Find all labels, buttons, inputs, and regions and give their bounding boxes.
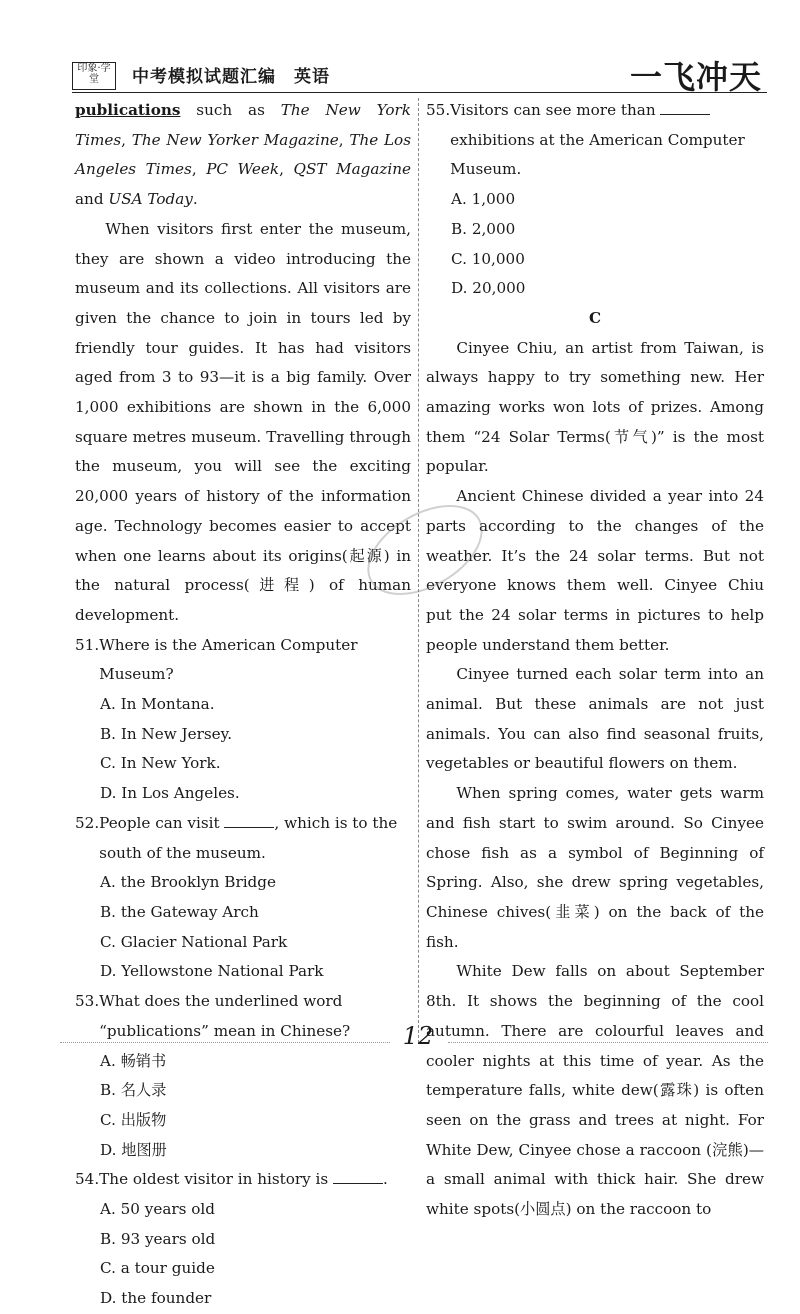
passage-b-continuation: publications such as The New York Times, The New Yorker Magazine, The Los Angeles Times, PC Week, QST Magazine and USA Today. bbox=[75, 101, 412, 209]
passage-paragraph: When spring comes, water gets warm and fish start to swim around. So Cinyee chose fish as a symbol of Beginning of Spring. Also, she drew spring vegetables, Chinese chives(韭菜) on the back of the fish. bbox=[426, 784, 764, 951]
option-c: C. In New York. bbox=[100, 754, 221, 773]
page-header bbox=[0, 0, 800, 100]
option-b: B. 2,000 bbox=[451, 219, 516, 238]
underlined-word: publications bbox=[75, 101, 181, 119]
question-text-cont: exhibitions at the American Computer Museum. bbox=[450, 130, 745, 179]
question-54 bbox=[75, 1165, 411, 1314]
option-d: D. In Los Angeles. bbox=[100, 784, 240, 803]
option-c: C. Glacier National Park bbox=[100, 932, 288, 951]
publisher-logo: 印象·学堂 bbox=[72, 62, 116, 90]
answer-blank bbox=[224, 813, 274, 828]
question-52 bbox=[75, 809, 411, 987]
option-d: D. the founder bbox=[100, 1289, 212, 1308]
question-number: 55. bbox=[426, 101, 451, 119]
question-number: 54. bbox=[75, 1170, 100, 1189]
option-c: C. 10,000 bbox=[451, 249, 525, 268]
option-d: D. 地图册 bbox=[100, 1140, 167, 1159]
passage-paragraph: White Dew falls on about September 8th. It shows the beginning of the cool autumn. There are colourful leaves and cooler nights at this time of year. As the temperature falls, white dew(露珠) is often seen on the grass and trees at night. For White Dew, Cinyee chose a raccoon (浣熊)—a small animal with thick hair. She drew white spots(小圆点) on the raccoon to bbox=[426, 962, 764, 1219]
question-number: 51. bbox=[75, 635, 100, 654]
option-a: A. In Montana. bbox=[100, 695, 215, 714]
question-text-cont: . bbox=[383, 1170, 388, 1189]
passage-paragraph: Cinyee turned each solar term into an animal. But these animals are not just animals. You can also find seasonal fruits, vegetables or beautiful flowers on them. bbox=[426, 665, 764, 773]
passage-paragraph: Ancient Chinese divided a year into 24 parts according to the changes of the weather. It’s the 24 solar terms. But not everyone knows them well. Cinyee Chiu put the 24 solar terms in pictures to help people understand them better. bbox=[426, 487, 764, 654]
question-number: 53. bbox=[75, 992, 100, 1011]
question-number: 52. bbox=[75, 813, 100, 832]
passage-paragraph: Cinyee Chiu, an artist from Taiwan, is always happy to try something new. Her amazing works won lots of prizes. Among them “24 Solar Terms(节气)” is the most popular. bbox=[426, 338, 764, 476]
footer-rule bbox=[60, 1042, 390, 1043]
option-b: B. 名人录 bbox=[100, 1081, 167, 1100]
option-c: C. 出版物 bbox=[100, 1110, 167, 1129]
option-c: C. a tour guide bbox=[100, 1259, 215, 1278]
footer-rule bbox=[448, 1042, 768, 1043]
option-a: A. 1,000 bbox=[451, 190, 516, 209]
passage-paragraph: When visitors first enter the museum, they are shown a video introducing the museum and its collections. All visitors are given the chance to join in tours led by friendly tour guides. It has had visitors aged from 3 to 93—it is a big family. Over 1,000 exhibitions are shown in the 6,000 square metres museum. Travelling through the museum, you will see the exciting 20,000 years of history of the information age. Technology becomes easier to accept when one learns about its origins(起源) in the natural process(进程) of human development. bbox=[75, 219, 411, 624]
header-rule bbox=[72, 92, 767, 93]
answer-blank bbox=[333, 1169, 383, 1184]
series-title: 中考模拟试题汇编 英语 bbox=[132, 67, 330, 87]
answer-blank bbox=[660, 100, 710, 115]
page-number: 12 bbox=[402, 1022, 434, 1050]
column-divider bbox=[418, 98, 419, 1043]
question-51 bbox=[75, 631, 411, 809]
brand-title: 一飞冲天 bbox=[629, 58, 762, 96]
option-b: B. In New Jersey. bbox=[100, 724, 233, 743]
option-a: A. 畅销书 bbox=[100, 1051, 167, 1070]
question-text: People can visit bbox=[99, 813, 225, 832]
option-b: B. 93 years old bbox=[100, 1229, 216, 1248]
option-a: A. the Brooklyn Bridge bbox=[100, 873, 276, 892]
option-d: D. Yellowstone National Park bbox=[100, 962, 324, 981]
left-column bbox=[75, 96, 411, 1314]
question-53 bbox=[75, 987, 411, 1165]
question-55 bbox=[426, 96, 764, 304]
question-text: Visitors can see more than bbox=[450, 101, 661, 119]
option-a: A. 50 years old bbox=[100, 1200, 216, 1219]
option-d: D. 20,000 bbox=[451, 279, 526, 298]
question-text-cont: , which is to the south of the museum. bbox=[99, 813, 398, 862]
question-text: The oldest visitor in history is bbox=[99, 1170, 334, 1189]
question-text: Where is the American Computer Museum? bbox=[99, 635, 358, 684]
option-b: B. the Gateway Arch bbox=[100, 902, 259, 921]
question-text: What does the underlined word “publications” mean in Chinese? bbox=[99, 992, 351, 1040]
section-heading: C bbox=[588, 308, 602, 327]
right-column bbox=[426, 96, 764, 1225]
